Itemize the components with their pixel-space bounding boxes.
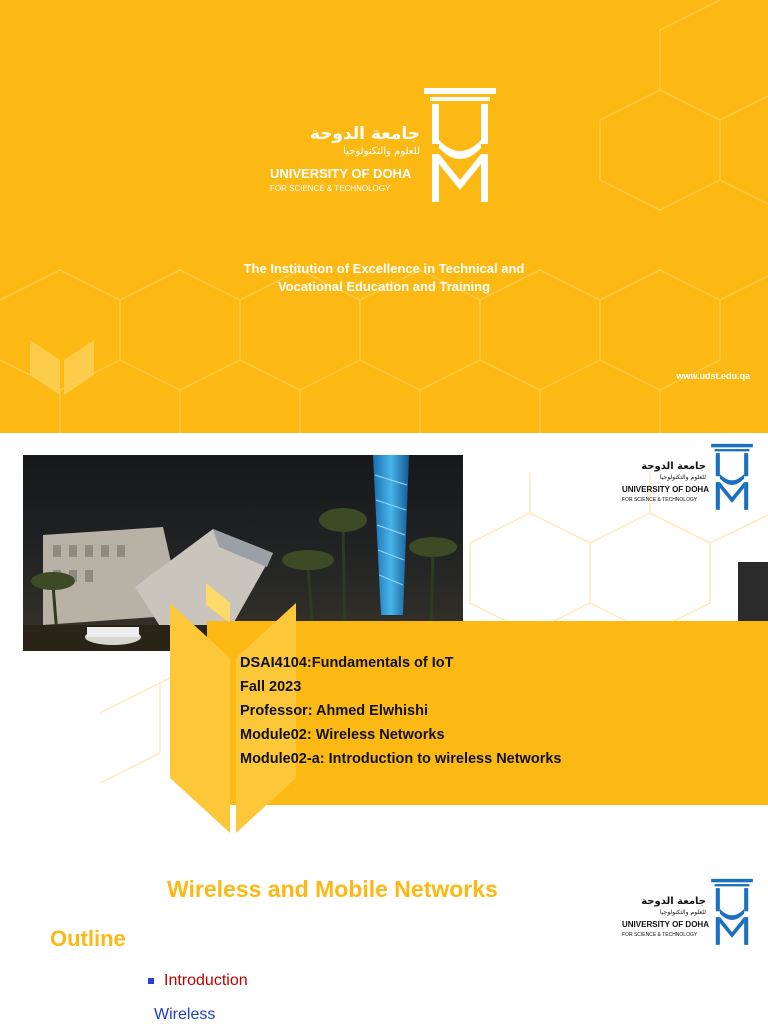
udst-emblem-icon — [710, 443, 754, 513]
title-slide — [0, 0, 768, 433]
outline-item-introduction: Introduction — [164, 972, 248, 989]
logo-university-subtitle: FOR SCIENCE & TECHNOLOGY — [270, 184, 391, 193]
logo-university-subtitle: FOR SCIENCE & TECHNOLOGY — [622, 497, 698, 503]
submodule: Module02-a: Introduction to wireless Networks — [240, 751, 562, 767]
udst-emblem-icon — [422, 88, 498, 206]
chevron-mark — [30, 340, 94, 395]
hexagon-pattern — [0, 0, 768, 433]
course-code: DSAI4104:Fundamentals of IoT — [240, 655, 454, 671]
outline-item-wireless: Wireless — [154, 1006, 216, 1023]
website-url: www.udst.edu.qa — [676, 371, 750, 381]
logo-university-name: UNIVERSITY OF DOHA — [622, 485, 709, 494]
course-info-list — [240, 651, 561, 771]
professor: Professor: Ahmed Elwhishi — [240, 703, 428, 719]
module: Module02: Wireless Networks — [240, 727, 445, 743]
logo-arabic-name: جامعة الدوحة — [641, 896, 706, 907]
tagline — [0, 260, 768, 296]
logo-arabic-name: جامعة الدوحة — [641, 461, 706, 472]
logo-arabic-subtitle: للعلوم والتكنولوجيا — [659, 909, 706, 916]
logo-university-name: UNIVERSITY OF DOHA — [622, 920, 709, 929]
outline-heading: Outline — [50, 926, 126, 951]
university-logo — [264, 88, 504, 206]
university-logo — [618, 443, 758, 513]
course-slide — [0, 433, 768, 866]
logo-arabic-subtitle: للعلوم والتكنولوجيا — [659, 474, 706, 481]
outline-slide — [0, 866, 768, 1024]
logo-arabic-name: جامعة الدوحة — [309, 124, 420, 144]
university-logo — [618, 878, 758, 948]
logo-university-subtitle: FOR SCIENCE & TECHNOLOGY — [622, 932, 698, 938]
square-bullet-icon — [148, 978, 154, 984]
logo-university-name: UNIVERSITY OF DOHA — [270, 166, 412, 181]
slide-title: Wireless and Mobile Networks — [167, 876, 498, 902]
logo-arabic-subtitle: للعلوم والتكنولوجيا — [343, 146, 420, 157]
tagline-line-1: The Institution of Excellence in Technical and — [243, 261, 525, 276]
tagline-line-2: Vocational Education and Training — [277, 279, 491, 294]
udst-emblem-icon — [710, 878, 754, 948]
semester: Fall 2023 — [240, 679, 302, 695]
